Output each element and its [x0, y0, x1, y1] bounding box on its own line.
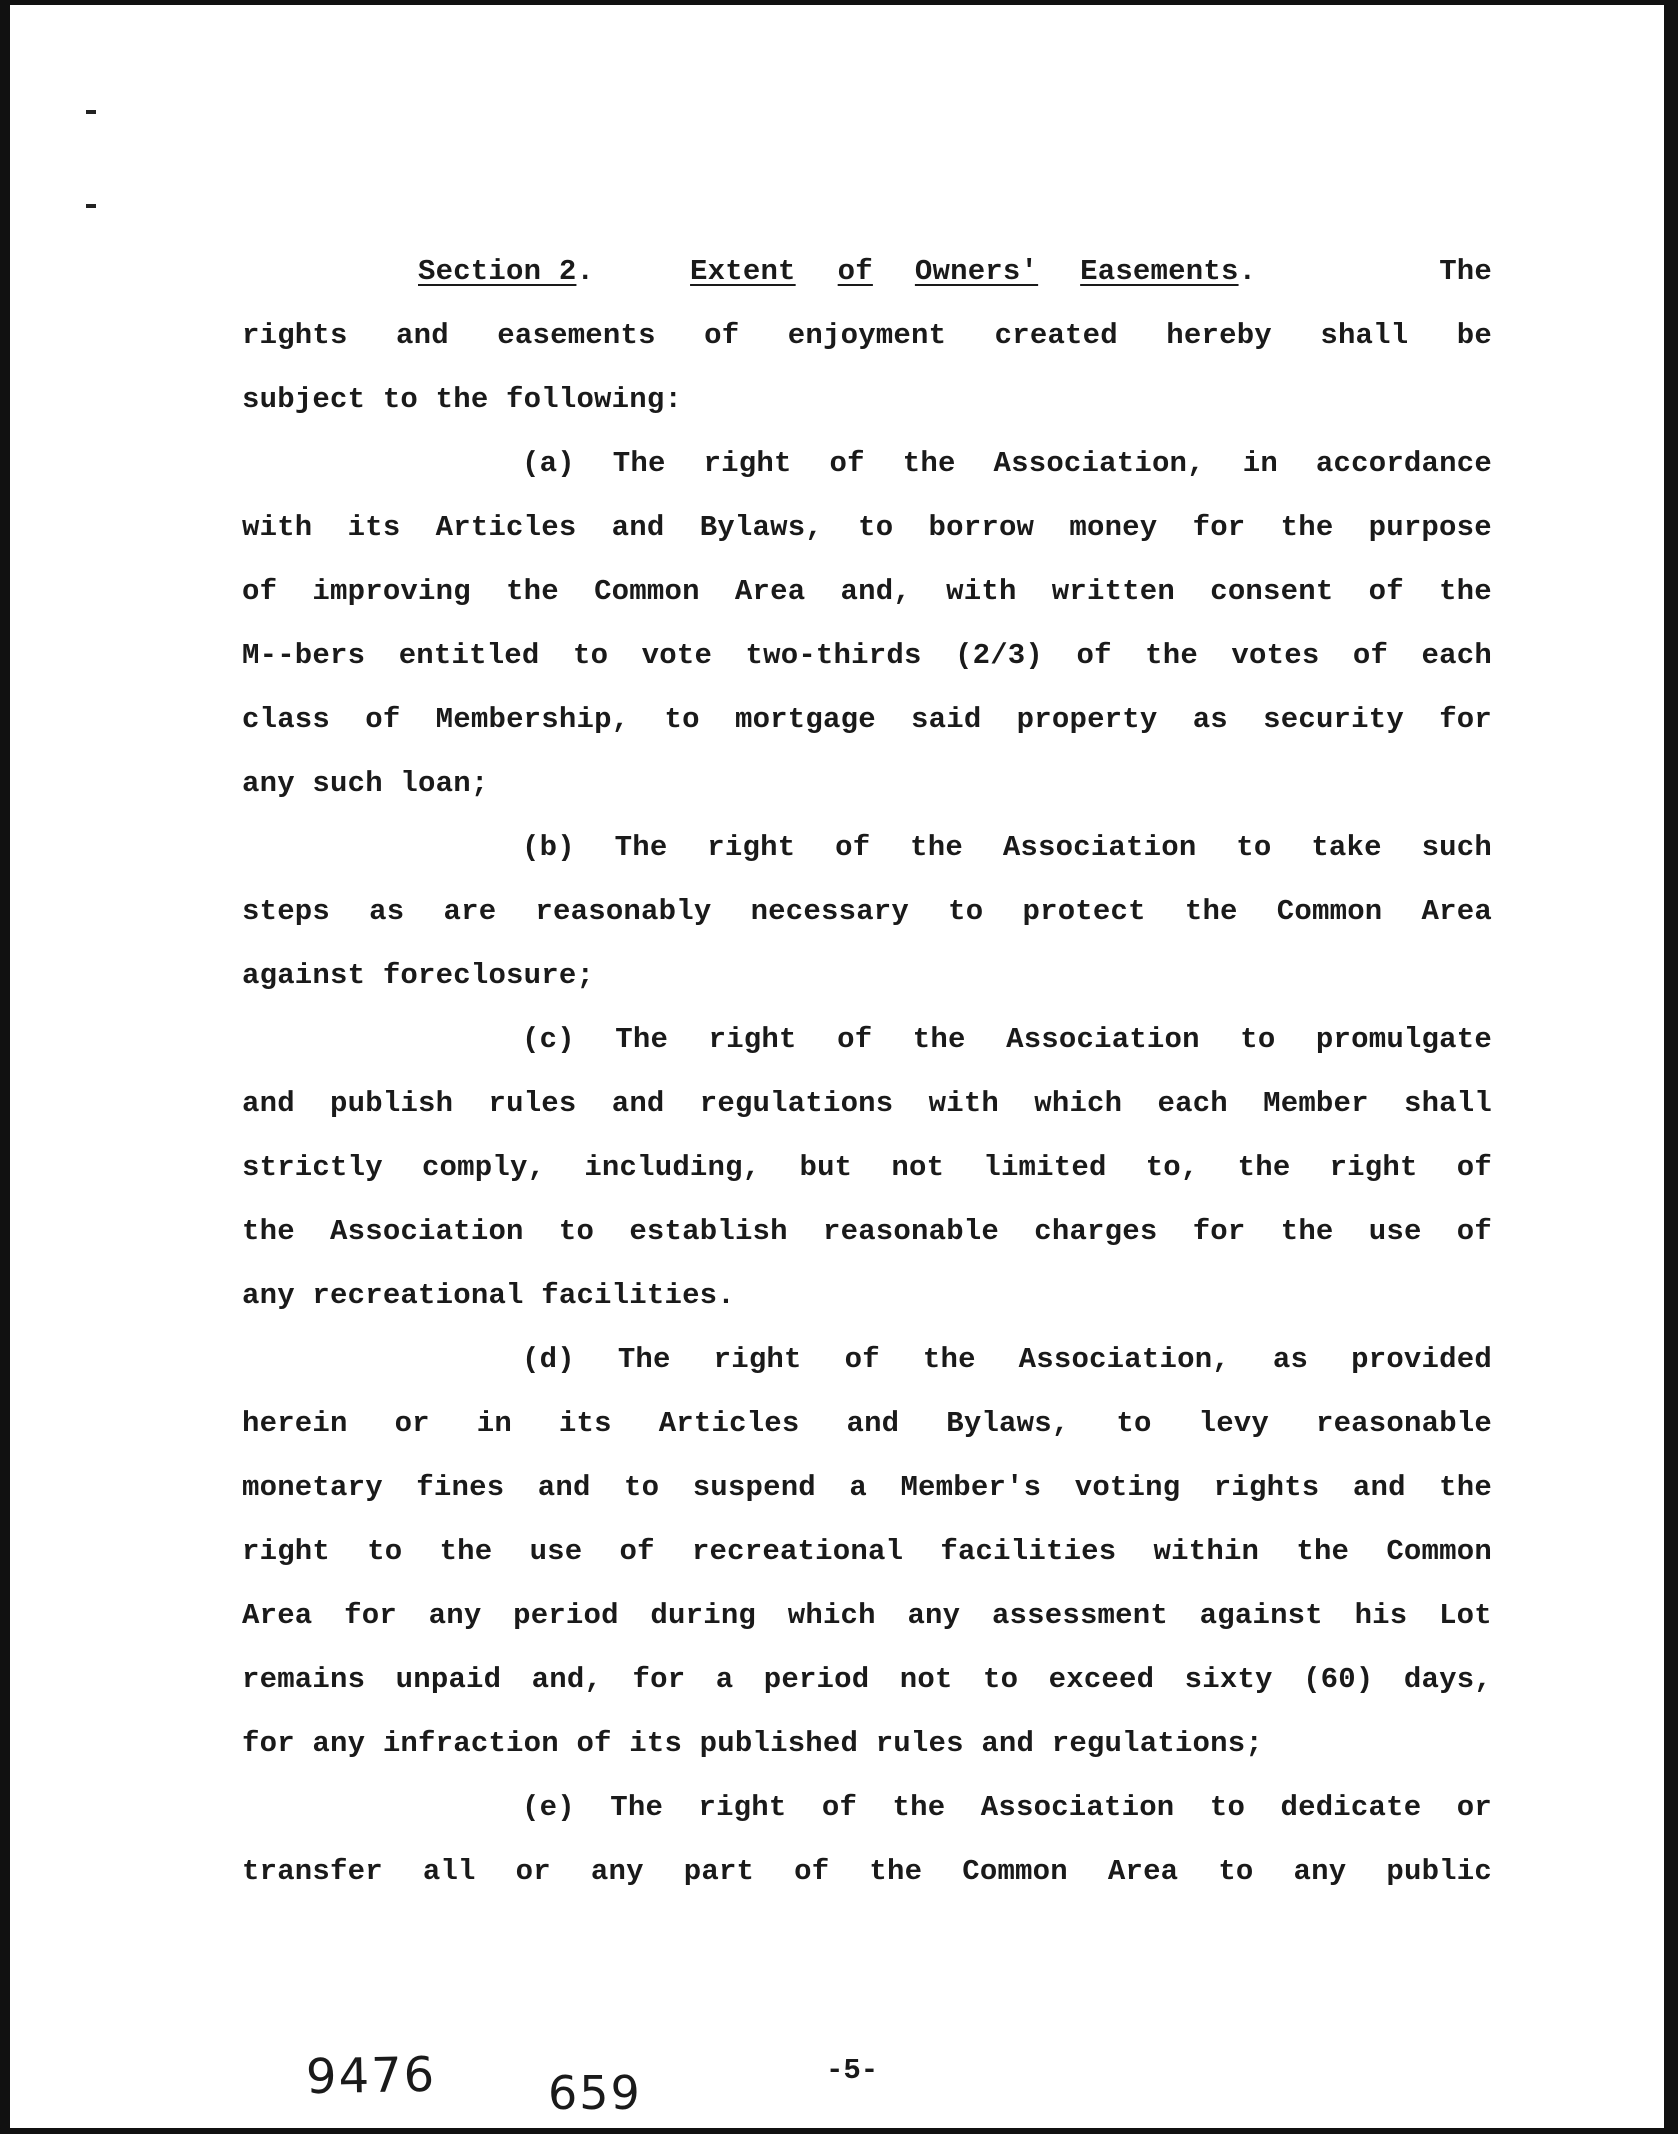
text-line: the Association to establish reasonable charges for the use of [242, 1215, 1492, 1248]
text-line: any recreational facilities. [242, 1279, 735, 1312]
text-line: any such loan; [242, 767, 489, 800]
scan-mark [86, 204, 96, 208]
text-line: steps as are reasonably necessary to protect the Common Area [242, 895, 1492, 928]
clause-e: (e) The right of the Association to dedicate or [522, 1791, 1492, 1824]
lead-word: The [1439, 255, 1492, 288]
text-line: of improving the Common Area and, with written consent of the [242, 575, 1492, 608]
text-line: with its Articles and Bylaws, to borrow money for the purpose [242, 511, 1492, 544]
text-line: class of Membership, to mortgage said property as security for [242, 703, 1492, 736]
text-line: against foreclosure; [242, 959, 595, 992]
clause-c: (c) The right of the Association to promulgate [522, 1023, 1492, 1056]
section-title [690, 240, 1256, 304]
text-line: for any infraction of its published rules and regulations; [242, 1727, 1263, 1760]
text-line: subject to the following: [242, 383, 683, 416]
title-word: Extent [690, 255, 796, 288]
clause-b: (b) The right of the Association to take such [522, 831, 1492, 864]
clause-a: (a) The right of the Association, in accordance [522, 447, 1492, 480]
title-word: Easements [1080, 255, 1239, 288]
text-line: Area for any period during which any assessment against his Lot [242, 1599, 1492, 1632]
section-label: Section 2 [418, 255, 577, 288]
text-line: and publish rules and regulations with which each Member shall [242, 1087, 1492, 1120]
stamp-page-number: 659 [548, 2066, 642, 2120]
document-body [242, 240, 1492, 1904]
clause-d: (d) The right of the Association, as provided [522, 1343, 1492, 1376]
title-word: Owners' [914, 255, 1039, 288]
text-line: rights and easements of enjoyment created hereby shall be [242, 319, 1492, 352]
text-line: transfer all or any part of the Common Area to any public [242, 1855, 1492, 1888]
heading-period: . [576, 255, 595, 288]
text-line: herein or in its Articles and Bylaws, to levy reasonable [242, 1407, 1492, 1440]
text-line: strictly comply, including, but not limited to, the right of [242, 1151, 1492, 1184]
text-line: right to the use of recreational facilities within the Common [242, 1535, 1492, 1568]
text-line: M--bers entitled to vote two-thirds (2/3) of the votes of each [242, 639, 1492, 672]
heading-period: . [1238, 255, 1257, 288]
page-number: -5- [826, 2054, 879, 2087]
text-line: monetary fines and to suspend a Member's voting rights and the [242, 1471, 1492, 1504]
section-heading [242, 240, 1492, 304]
title-word: of [837, 255, 873, 288]
stamp-book-number: 9476 [305, 2046, 437, 2106]
scan-mark [86, 110, 96, 114]
text-line: remains unpaid and, for a period not to exceed sixty (60) days, [242, 1663, 1492, 1696]
